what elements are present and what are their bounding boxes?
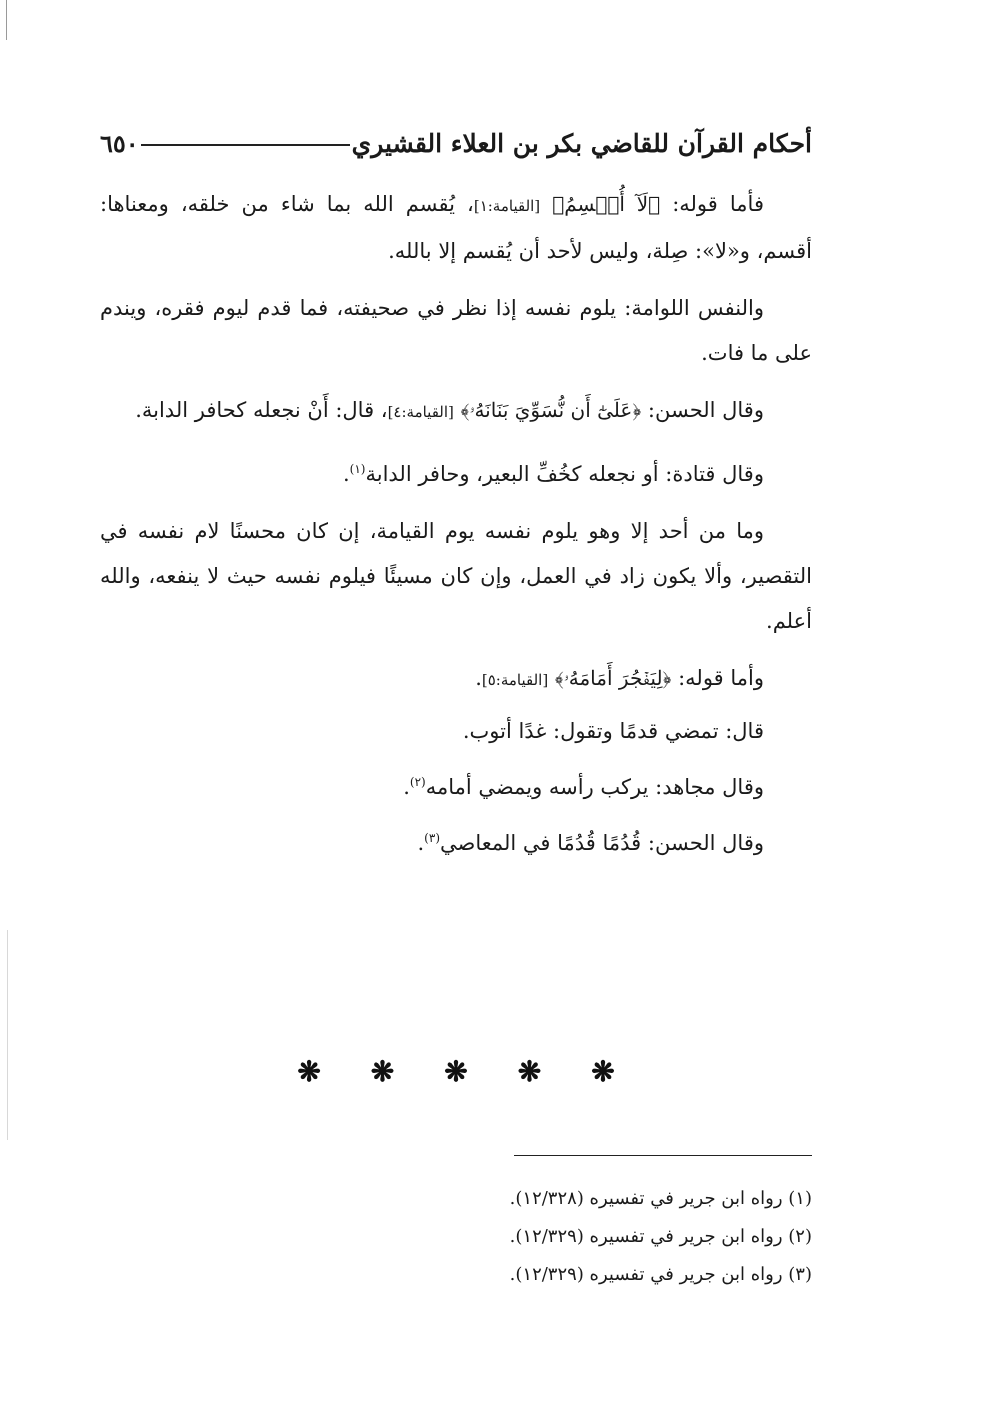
- text-run: وأما قوله:: [671, 666, 764, 690]
- text-run: وقال مجاهد: يركب رأسه ويمضي أمامه: [425, 775, 764, 799]
- quran-verse: ﴿لِيَفۡجُرَ أَمَامَهُۥ﴾: [554, 666, 672, 690]
- footnotes: [100, 1180, 812, 1294]
- text-run: .: [342, 462, 350, 486]
- scan-edge-line: [7, 930, 8, 1140]
- book-title: أحكام القرآن للقاضي بكر بن العلاء القشيري: [351, 128, 812, 158]
- text-run: ، يُقسم الله بما شاء من خلقه، ومعناها: أقسم، و«لا»: صِلة، وليس لأحد أن يُقسم إلا بالله.: [100, 192, 812, 263]
- text-run: [540, 192, 552, 216]
- page-number: ٦٥٠: [100, 128, 139, 158]
- footnote-rule: [514, 1155, 812, 1156]
- text-run: وقال الحسن: قُدُمًا قُدُمًا في المعاصي: [440, 831, 764, 855]
- verse-reference: [القيامة:٤]: [387, 403, 454, 421]
- scan-edge-line: [6, 0, 7, 40]
- paragraph: [100, 388, 812, 435]
- verse-reference: [القيامة:٥]: [481, 671, 549, 689]
- text-run: .: [403, 775, 410, 799]
- paragraph: [100, 509, 812, 644]
- asterism-icon: ❋: [517, 1055, 542, 1088]
- footnote-marker[interactable]: (١): [349, 462, 366, 476]
- paragraph: [100, 760, 812, 810]
- text-run: [454, 398, 461, 422]
- text-run: .: [417, 831, 425, 855]
- paragraph: [100, 286, 812, 376]
- text-run: ، قال: أَنْ نجعله كحافر الدابة.: [135, 398, 388, 422]
- text-run: وقال الحسن:: [641, 398, 764, 422]
- text-run: [548, 666, 555, 690]
- page-body: [100, 182, 812, 872]
- paragraph: [100, 816, 812, 866]
- paragraph: [100, 447, 812, 497]
- paragraph: [100, 656, 812, 703]
- book-page: [100, 120, 812, 1320]
- text-run: والنفس اللوامة: يلوم نفسه إذا نظر في صحيفته، فما قدم ليوم فقره، ويندم على ما فات.: [100, 296, 812, 365]
- asterism-icon: ❋: [297, 1055, 321, 1088]
- asterism-icon: ❋: [370, 1055, 395, 1088]
- header-rule: [141, 144, 350, 146]
- quran-verse: ﴿لَآ أُقۡسِمُ﴾: [552, 192, 661, 216]
- footnote: (١) رواه ابن جرير في تفسيره (١٢/٣٢٨).: [509, 1188, 812, 1209]
- verse-reference: [القيامة:١]: [473, 197, 541, 215]
- paragraph: [100, 709, 812, 754]
- paragraph: [100, 182, 812, 274]
- footnote: (٢) رواه ابن جرير في تفسيره (١٢/٣٢٩).: [509, 1226, 812, 1247]
- quran-verse: ﴿عَلَىٰٓ أَن نُّسَوِّيَ بَنَانَهُۥ﴾: [460, 398, 642, 422]
- text-run: فأما قوله:: [660, 192, 764, 216]
- section-separator: [100, 1055, 812, 1088]
- text-run: .: [475, 666, 482, 690]
- footnote-marker[interactable]: (٢): [409, 775, 426, 789]
- text-run: قال: تمضي قدمًا وتقول: غدًا أتوب.: [462, 719, 764, 743]
- text-run: وما من أحد إلا وهو يلوم نفسه يوم القيامة، إن كان محسنًا لام نفسه في التقصير، وألا يكون زاد في العمل، وإن كان مسيئًا فيلوم نفسه حيث لا ينفعه، والله أعلم.: [100, 519, 812, 633]
- footnote: (٣) رواه ابن جرير في تفسيره (١٢/٣٢٩).: [509, 1264, 812, 1285]
- text-run: وقال قتادة: أو نجعله كخُفِّ البعير، وحافر الدابة: [365, 462, 764, 486]
- asterism-icon: ❋: [591, 1055, 615, 1088]
- running-header: [100, 120, 812, 166]
- asterism-icon: ❋: [444, 1055, 468, 1088]
- footnote-marker[interactable]: (٣): [424, 831, 440, 845]
